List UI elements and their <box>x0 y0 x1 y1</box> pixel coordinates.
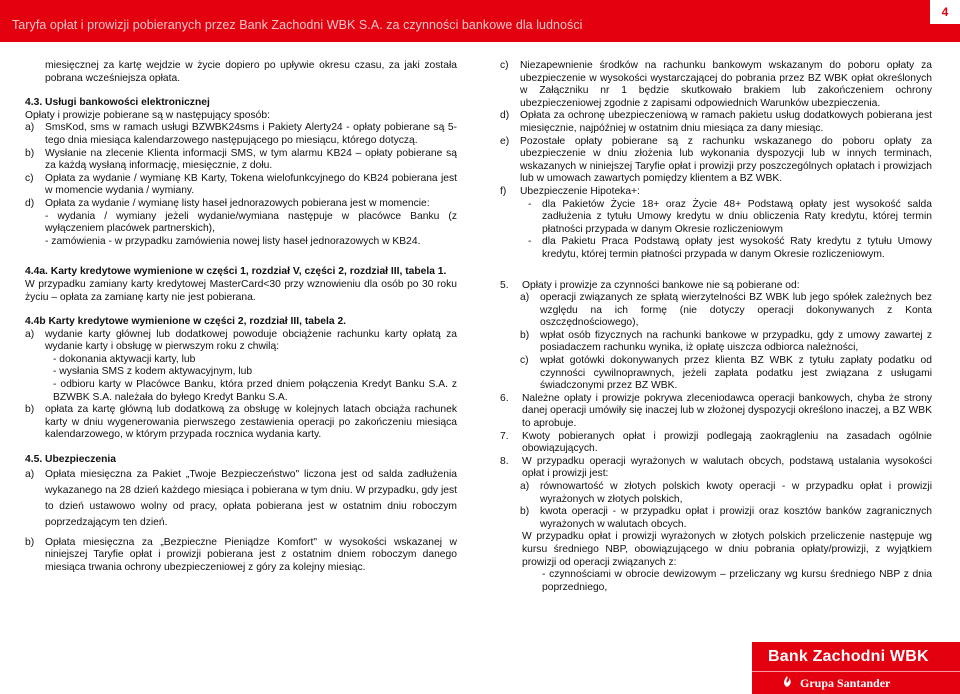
list-item: e) Pozostałe opłaty pobierane są z rachunku wskazanego do poboru opłaty za ubezpieczenie w dniu złożenia lub wykonania dyspozycji lub w innych terminach, wskazanych w niniejszej Taryfie opłat i prowizji przy poszczególnych opłatach i prowizjach lub w umowach zawartych pomiędzy klientem a BZ WBK. <box>500 135 932 185</box>
left-column <box>25 60 457 574</box>
brand-group-name: Grupa Santander <box>800 676 891 690</box>
page-header <box>0 0 960 42</box>
numbered-item-7: 7. Kwoty pobieranych opłat i prowizji podlegają zaokrągleniu na zasadach ogólnie obowiązujących. <box>500 430 932 455</box>
santander-flame-icon <box>780 675 794 689</box>
list-item: b) opłata za kartę główną lub dodatkową za obsługę w kolejnych latach obciąża rachunek karty w dniu wygenerowania pierwszego zestawienia operacji po zakończeniu miesiąca kalendarzowego, w którym przypada rocznica wydania karty. <box>25 404 457 441</box>
numbered-item-6: 6. Należne opłaty i prowizje pokrywa zleceniodawca operacji bankowych, chyba że strony danej operacji umówiły się inaczej lub w złożonej dyspozycji określono inaczej, a BZ WBK to aprobuje. <box>500 392 932 430</box>
list-item: a) wydanie karty głównej lub dodatkowej powoduje obciążenie rachunku karty opłatą za wydanie karty i obsługę w pierwszym roku z chwilą: <box>25 328 457 353</box>
list-subitem: - dla Pakietów Życie 18+ oraz Życie 48+ Podstawą opłaty jest wysokość salda zadłużenia z tytułu Umowy kredytu w dniu obliczenia Raty kredytu, której termin płatności przypada w danym Okresie rozliczeniowym <box>528 198 932 235</box>
intro-paragraph: miesięcznej za kartę wejdzie w życie dopiero po upływie okresu czasu, za jaki została pobrana wcześniejsza opłata. <box>45 60 457 84</box>
list-subitem: - odbioru karty w Placówce Banku, która przed dniem połączenia Kredyt Banku S.A. z BZWBK S.A. należała do byłego Kredyt Banku S.A. <box>53 379 457 403</box>
section-4-4a-heading: 4.4a. Karty kredytowe wymienione w części 1, rozdział V, części 2, rozdział III, tabela 1. <box>25 266 447 278</box>
right-column <box>500 60 932 594</box>
section-4-4b-heading: 4.4b Karty kredytowe wymienione w części 2, rozdział III, tabela 2. <box>25 316 347 328</box>
section-4-3-heading: 4.3. Usługi bankowości elektronicznej <box>25 97 210 109</box>
section-8-paragraph: W przypadku opłat i prowizji wyrażonych w złotych polskich przeliczenie następuje wg kursu średniego NBP, obowiązującego w dniu pobrania opłaty/prowizji, z wyjątkiem prowizji od operacji związanych z: <box>522 531 932 568</box>
section-4-4a-text: W przypadku zamiany karty kredytowej MasterCard<30 przy wznowieniu dla osób po 30 roku życiu – opłata za zamianę karty nie jest pobierana. <box>25 278 457 303</box>
document-title: Taryfa opłat i prowizji pobieranych przez Bank Zachodni WBK S.A. za czynności bankowe dla ludności <box>12 18 583 32</box>
list-item: f) Ubezpieczenie Hipoteka+: <box>500 185 640 197</box>
list-item: a) operacji związanych ze spłatą wierzytelności BZ WBK lub jego spółek zależnych bez względu na ich formę (nie dotyczy operacji dokonywanych z Konta oszczędnościowego), <box>520 292 932 329</box>
brand-divider <box>752 671 960 672</box>
list-item: a) SmsKod, sms w ramach usługi BZWBK24sms i Pakiety Alerty24 - opłaty pobierane są 5-tego dnia miesiąca kalendarzowego następującego po miesiącu, którego dotyczą. <box>25 122 457 146</box>
list-item: b) Wysłanie na zlecenie Klienta informacji SMS, w tym alarmu KB24 – opłaty pobierane są za każdą wysłaną informację, miesięcznie, z dołu. <box>25 147 457 172</box>
list-item: c) Niezapewnienie środków na rachunku bankowym wskazanym do poboru opłaty za ubezpieczenie w wysokości wystarczającej do pobrania przez BZ WBK opłat określonych w Załączniku nr 1 będzie skutkowało brakiem lub zakończeniem ochrony ubezpieczeniowej zgodnie z zapisami odpowiednich Warunków ubezpieczenia. <box>500 60 932 109</box>
section-4-3-lead: Opłaty i prowizje pobierane są w następujący sposób: <box>25 109 270 121</box>
list-subitem: - zamówienia - w przypadku zamówienia nowej listy haseł jednorazowych w KB24. <box>45 235 421 247</box>
list-item: b) kwota operacji - w przypadku opłat i prowizji oraz kosztów banków zagranicznych wyrażonych w walutach obcych. <box>520 506 932 530</box>
list-item: d) Opłata za ochronę ubezpieczeniową w ramach pakietu usług dodatkowych pobierana jest miesięcznie, najpóźniej w ostatnim dniu miesiąca za dany miesiąc. <box>500 110 932 134</box>
numbered-item-8: 8. W przypadku operacji wyrażonych w walutach obcych, podstawą ustalania wysokości opłat i prowizji jest: <box>500 455 932 480</box>
list-item: c) wpłat gotówki dokonywanych przez klienta BZ WBK z tytułu zapłaty podatku od czynności cywilnoprawnych, jeżeli zapłata podatku jest związana z usługami świadczonymi przez BZ WBK. <box>520 355 932 392</box>
list-subitem: - wysłania SMS z kodem aktywacyjnym, lub <box>53 366 253 378</box>
list-item: d) Opłata za wydanie / wymianę listy haseł jednorazowych pobierana jest w momencie: <box>25 197 430 209</box>
list-subitem: - wydania / wymiany jeżeli wydanie/wymiana następuje w placówce Banku (z wyłączeniem placówek partnerskich), <box>45 210 457 235</box>
section-8-subitem: - czynnościami w obrocie dewizowym – przeliczany wg kursu średniego NBP z dnia poprzedniego, <box>542 569 932 593</box>
list-item: c) Opłata za wydanie / wymianę KB Karty, Tokena wielofunkcyjnego do KB24 pobierana jest w momencie wydania / wymiany. <box>25 172 457 197</box>
list-subitem: - dla Pakietu Praca Podstawą opłaty jest wysokość Raty kredytu z tytułu Umowy kredytu, której termin płatności przypada w danym Okresie rozliczeniowym. <box>528 236 932 260</box>
brand-logo <box>752 642 960 694</box>
list-item: a) równowartość w złotych polskich kwoty operacji - w przypadku opłat i prowizji wyrażonych w złotych polskich, <box>520 481 932 505</box>
list-subitem: - dokonania aktywacji karty, lub <box>53 353 196 365</box>
section-4-5-heading: 4.5. Ubezpieczenia <box>25 454 116 466</box>
list-item: b) Opłata miesięczna za „Bezpieczne Pieniądze Komfort" w wysokości wskazanej w niniejszej Taryfie opłat i prowizji pobierana jest z ostatnim dniem roboczym danego miesiąca trwania ochrony ubezpieczeniowej z góry za kolejny miesiąc. <box>25 536 457 573</box>
list-item: b) wpłat osób fizycznych na rachunki bankowe w przypadku, gdy z umowy zawartej z posiadaczem rachunku wynika, iż opłatę uiszcza odbiorca należności, <box>520 329 932 354</box>
brand-name: Bank Zachodni WBK <box>768 648 929 665</box>
page-number: 4 <box>930 0 960 24</box>
list-item: a) Opłata miesięczna za Pakiet „Twoje Bezpieczeństwo" liczona jest od salda zadłużenia wykazanego na 28 dzień każdego miesiąca i pobierana w tym dniu. W przypadku, gdy jest to dzień ustawowo wolny od pracy, opłata pobierana jest w ostatnim dniu roboczym poprzedzającym ten dzień. <box>25 468 457 528</box>
numbered-item-5: 5. Opłaty i prowizje za czynności bankowe nie są pobierane od: <box>500 279 800 291</box>
